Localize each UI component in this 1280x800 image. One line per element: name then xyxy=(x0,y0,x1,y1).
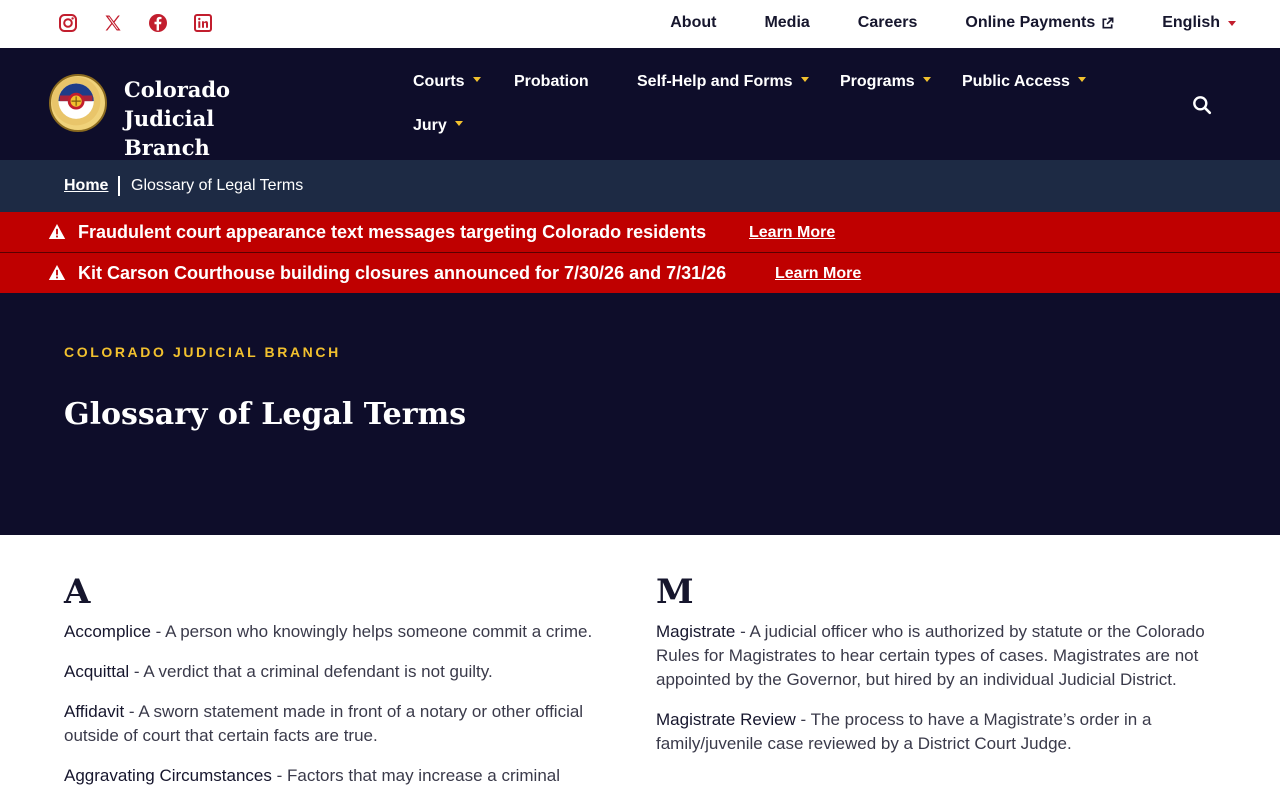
warning-icon xyxy=(48,223,66,240)
alert-learn-more-link[interactable]: Learn More xyxy=(749,224,836,241)
breadcrumb-current: Glossary of Legal Terms xyxy=(131,177,304,194)
alert-banner xyxy=(0,253,1280,293)
term-definition: - Factors that may increase a criminal xyxy=(271,766,561,785)
term-definition: - The process to have a Magistrate’s order in a family/juvenile case reviewed by a District Court Judge. xyxy=(656,710,1152,753)
alert-text: Fraudulent court appearance text messages targeting Colorado residents xyxy=(78,222,707,242)
linkedin-icon[interactable] xyxy=(193,12,213,34)
nav-jury[interactable]: Jury xyxy=(413,117,463,135)
glossary-letter-heading: A xyxy=(64,572,91,612)
hero-eyebrow: COLORADO JUDICIAL BRANCH xyxy=(64,344,341,360)
term-definition: - A judicial officer who is authorized by statute or the Colorado Rules for Magistrates to hear certain types of cases. Magistrates are not appointed by the Governor, but hired by an individual Judicial District. xyxy=(656,622,1205,689)
utility-links xyxy=(622,14,1236,32)
glossary-letter-heading: M xyxy=(656,572,694,612)
glossary-term xyxy=(64,620,630,644)
glossary-term xyxy=(64,764,630,788)
term-definition: - A person who knowingly helps someone commit a crime. xyxy=(150,622,593,641)
main-header xyxy=(0,48,1280,160)
nav-courts[interactable]: Courts xyxy=(413,73,481,91)
glossary-term xyxy=(64,700,630,748)
term-name: Accomplice xyxy=(64,622,151,641)
instagram-icon[interactable] xyxy=(58,12,78,34)
breadcrumb-home-link[interactable]: Home xyxy=(64,177,109,194)
glossary-term xyxy=(64,660,630,684)
search-icon[interactable] xyxy=(1192,95,1212,115)
glossary-column-left xyxy=(64,572,630,800)
glossary-term xyxy=(656,620,1216,692)
chevron-down-icon xyxy=(473,77,481,82)
alert-learn-more-link[interactable]: Learn More xyxy=(775,265,862,282)
breadcrumb-separator xyxy=(118,176,120,196)
utility-bar xyxy=(0,0,1280,48)
online-payments-link[interactable]: Online Payments xyxy=(965,14,1114,32)
warning-icon xyxy=(48,264,66,281)
glossary-column-right xyxy=(656,572,1216,772)
about-link[interactable]: About xyxy=(670,14,717,31)
nav-self-help-and-forms[interactable]: Self-Help and Forms xyxy=(637,73,809,91)
chevron-down-icon xyxy=(1078,77,1086,82)
court-seal-logo[interactable] xyxy=(49,74,107,132)
nav-public-access[interactable]: Public Access xyxy=(962,73,1086,91)
term-definition: - A verdict that a criminal defendant is not guilty. xyxy=(129,662,493,681)
term-name: Affidavit xyxy=(64,702,125,721)
alert-banner xyxy=(0,212,1280,252)
term-name: Acquittal xyxy=(64,662,130,681)
media-link[interactable]: Media xyxy=(764,14,810,31)
term-definition: - A sworn statement made in front of a notary or other official outside of court that certain facts are true. xyxy=(64,702,584,745)
breadcrumb xyxy=(0,160,1280,212)
term-name: Magistrate Review xyxy=(656,710,796,729)
term-name: Magistrate xyxy=(656,622,736,641)
nav-programs[interactable]: Programs xyxy=(840,73,931,91)
glossary-term xyxy=(656,708,1216,756)
chevron-down-icon xyxy=(1228,21,1236,26)
site-name[interactable]: Colorado Judicial Branch xyxy=(124,77,231,160)
chevron-down-icon xyxy=(923,77,931,82)
term-name: Aggravating Circumstances xyxy=(64,766,272,785)
external-link-icon xyxy=(1101,17,1114,30)
alert-text: Kit Carson Courthouse building closures announced for 7/30/26 and 7/31/26 xyxy=(78,263,727,283)
chevron-down-icon xyxy=(455,121,463,126)
nav-probation[interactable]: Probation xyxy=(514,73,589,90)
chevron-down-icon xyxy=(801,77,809,82)
page-title: Glossary of Legal Terms xyxy=(64,397,467,432)
page-hero xyxy=(0,293,1280,535)
social-links xyxy=(58,12,238,34)
careers-link[interactable]: Careers xyxy=(857,14,918,31)
language-selector[interactable]: English xyxy=(1162,14,1236,32)
facebook-icon[interactable] xyxy=(148,12,168,34)
x-icon[interactable] xyxy=(103,12,123,34)
